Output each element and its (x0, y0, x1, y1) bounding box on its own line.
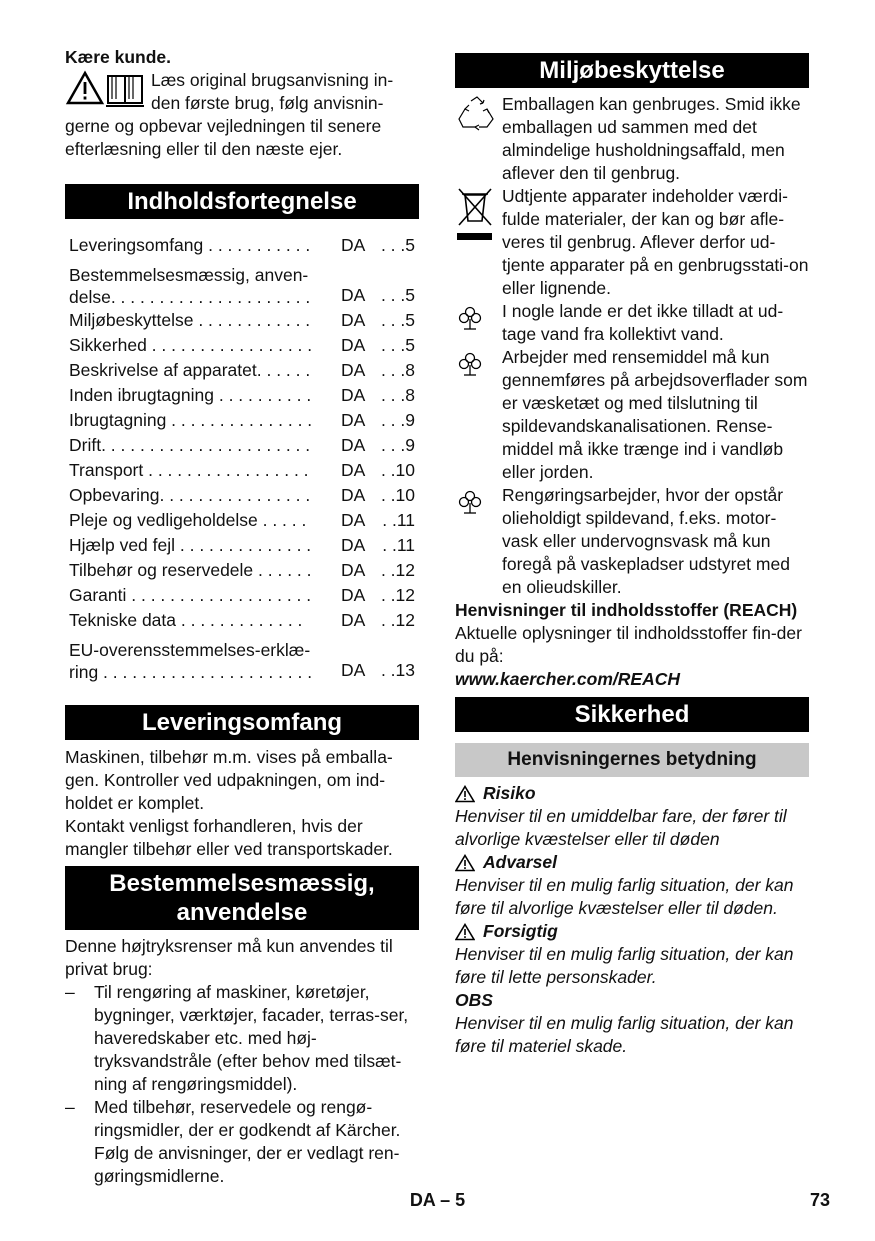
toc-entry[interactable] (69, 508, 415, 533)
toc-entry-lang: DA (341, 310, 366, 330)
toc-entry-title: Ibrugtagning . . . . . . . . . . . . . . . (69, 410, 313, 430)
toc-entry-title: Bestemmelsesmæssig, anven- delse. . . . . . . . . . . . . . . . . . . . . (69, 265, 311, 307)
toc-entry-title: Pleje og vedligeholdelse . . . . . (69, 510, 307, 530)
env-entry (455, 346, 809, 484)
hazard-text: Henviser til en mulig farlig situation, der kan føre til materiel skade. (455, 1013, 794, 1056)
intro-line-2: den første brug, følg anvisnin- (151, 93, 384, 113)
warning-icon (455, 854, 475, 872)
hazard-level (455, 920, 809, 989)
toc-entry[interactable] (69, 358, 415, 383)
toc-entry-page: . .10 (380, 460, 415, 480)
toc-entry-page: . . .8 (380, 385, 415, 405)
toc-entry-page: . . .5 (380, 310, 415, 330)
env-text: Emballagen kan genbruges. Smid ikke emballagen ud sammen med det almindelige husholdningsaffald, men aflever den til genbrug. (502, 94, 801, 183)
toc-entry-lang: DA (341, 560, 366, 580)
hazard-label: Forsigtig (483, 921, 558, 941)
reach-link[interactable]: www.kaercher.com/REACH (455, 669, 680, 689)
toc-entry-page: . . .8 (380, 360, 415, 380)
env-entry (455, 185, 809, 300)
intended-use-intro: Denne højtryksrenser må kun anvendes til privat brug: (65, 936, 393, 979)
env-entry (455, 93, 809, 185)
toc-entry-lang: DA (341, 660, 366, 680)
safety-subheading: Henvisningernes betydning (455, 743, 809, 777)
toc-entry-page: . .12 (380, 560, 415, 580)
toc-heading: Indholdsfortegnelse (65, 184, 419, 219)
footer-section: DA – 5 (409, 1190, 466, 1210)
toc-entry[interactable] (69, 633, 415, 683)
list-item-text: Med tilbehør, reservedele og rengø-ringsmidler, der er godkendt af Kärcher. Følg de anvisninger, der er vedlagt ren-gøringsmidlerne. (94, 1097, 401, 1186)
toc-entry-title: Transport . . . . . . . . . . . . . . . . . (69, 460, 309, 480)
clover-icon (455, 300, 502, 346)
hazard-label: OBS (455, 990, 493, 1010)
greeting: Kære kunde. (65, 47, 171, 67)
toc-entry-lang: DA (341, 585, 366, 605)
toc-entry[interactable] (69, 458, 415, 483)
toc-entry[interactable] (69, 233, 415, 258)
toc-entry-lang: DA (341, 460, 366, 480)
toc-entry-lang: DA (341, 235, 366, 255)
hazard-label: Advarsel (483, 852, 557, 872)
hazard-label: Risiko (483, 783, 536, 803)
env-text: Rengøringsarbejder, hvor der opstår olieholdigt spildevand, f.eks. motor-vask eller undervognsvask må kun foregå på vaskepladser udstyret med en olieudskiller. (502, 485, 790, 597)
toc-entry-lang: DA (341, 360, 366, 380)
hazard-level (455, 989, 809, 1058)
reach-text: Aktuelle oplysninger til indholdsstoffer fin-der du på: (455, 623, 802, 666)
toc-entry[interactable] (69, 308, 415, 333)
environment-heading: Miljøbeskyttelse (455, 53, 809, 88)
clover-icon (455, 484, 502, 599)
crossed-bin-icon (455, 185, 502, 300)
toc-entry-page: . .11 (382, 535, 415, 555)
toc-entry[interactable] (69, 333, 415, 358)
toc-entry-lang: DA (341, 535, 366, 555)
toc-entry-page: . . .5 (380, 285, 415, 305)
delivery-paragraph-2: Kontakt venligst forhandleren, hvis der mangler tilbehør eller ved transportskader. (65, 816, 393, 859)
intended-use-heading: Bestemmelsesmæssig, anvendelse (65, 866, 419, 930)
env-text: Arbejder med rensemiddel må kun gennemføres på arbejdsoverflader som er væsketæt og med tilslutning til spildevandskanalisationen. Rense-middel må ikke trænge ind i vandløb eller jorden. (502, 347, 808, 482)
toc-entry-title: Beskrivelse af apparatet. . . . . . (69, 360, 311, 380)
toc-entry-title: Drift. . . . . . . . . . . . . . . . . . . . . . (69, 435, 311, 455)
intro-line-1: Læs original brugsanvisning in- (151, 70, 394, 90)
toc-entry-lang: DA (341, 285, 366, 305)
toc-entry[interactable] (69, 583, 415, 608)
intro-continuation: gerne og opbevar vejledningen til senere efterlæsning eller til den næste ejer. (65, 116, 382, 159)
list-item-text: Til rengøring af maskiner, køretøjer, bygninger, værktøjer, facader, terras-ser, haveredskaber etc. med høj-tryksvandstråle (efter behov med tilsæt-ning af rengøringsmiddel). (94, 982, 409, 1094)
toc-entry-title: EU-overensstemmelses-erklæ- ring . . . . . . . . . . . . . . . . . . . . . . (69, 640, 313, 682)
reach-heading: Henvisninger til indholdsstoffer (REACH) (455, 600, 798, 620)
toc-entry-lang: DA (341, 435, 366, 455)
page-number: 73 (809, 1190, 830, 1210)
env-text: Udtjente apparater indeholder værdi-fulde materialer, der kan og bør afle-veres til genbrug. Aflever derfor ud-tjente apparater på en genbrugsstati-on eller lignende. (502, 186, 809, 298)
hazard-level (455, 782, 809, 851)
toc-entry-page: . . .5 (380, 335, 415, 355)
toc-entry-page: . . .9 (380, 435, 415, 455)
toc-entry-page: . .10 (380, 485, 415, 505)
hazard-text: Henviser til en mulig farlig situation, der kan føre til lette personskader. (455, 944, 794, 987)
toc-entry[interactable] (69, 558, 415, 583)
toc-entry[interactable] (69, 408, 415, 433)
list-item (65, 981, 419, 1096)
delivery-heading: Leveringsomfang (65, 705, 419, 740)
delivery-paragraph-1: Maskinen, tilbehør m.m. vises på emballa-gen. Kontroller ved udpakningen, om ind-holdet er komplet. (65, 747, 393, 813)
toc-entry-title: Inden ibrugtagning . . . . . . . . . . (69, 385, 312, 405)
toc-entry[interactable] (69, 433, 415, 458)
hazard-level (455, 851, 809, 920)
list-dash: – (65, 982, 75, 1002)
env-entry (455, 300, 809, 346)
toc-entry-page: . .13 (380, 660, 415, 680)
hazard-text: Henviser til en umiddelbar fare, der fører til alvorlige kvæstelser eller til døden (455, 806, 787, 849)
toc-entry-lang: DA (341, 410, 366, 430)
toc-entry-page: . .11 (382, 510, 415, 530)
left-column (65, 46, 419, 1188)
toc-entry-title: Hjælp ved fejl . . . . . . . . . . . . . . (69, 535, 312, 555)
clover-icon (455, 346, 502, 484)
toc-entry-title: Miljøbeskyttelse . . . . . . . . . . . . (69, 310, 311, 330)
intro-icons (65, 69, 151, 111)
env-text: I nogle lande er det ikke tilladt at ud-tage vand fra kollektivt vand. (502, 301, 784, 344)
safety-heading: Sikkerhed (455, 697, 809, 732)
env-entry (455, 484, 809, 599)
list-item (65, 1096, 419, 1188)
toc-entry-lang: DA (341, 610, 366, 630)
intro-block (65, 69, 419, 115)
toc-entry[interactable] (69, 608, 415, 633)
toc-entry-page: . . .9 (380, 410, 415, 430)
warning-icon (455, 785, 475, 803)
toc-entry-lang: DA (341, 510, 366, 530)
toc-entry-title: Opbevaring. . . . . . . . . . . . . . . . (69, 485, 311, 505)
toc-entry[interactable] (69, 483, 415, 508)
toc-entry-page: . .12 (380, 610, 415, 630)
toc-entry[interactable] (69, 258, 415, 308)
toc-entry-lang: DA (341, 485, 366, 505)
table-of-contents (69, 233, 415, 683)
toc-entry-title: Sikkerhed . . . . . . . . . . . . . . . . . (69, 335, 313, 355)
toc-entry-page: . .12 (380, 585, 415, 605)
toc-entry-title: Garanti . . . . . . . . . . . . . . . . . . . (69, 585, 312, 605)
warning-book-icon (65, 69, 151, 111)
toc-entry-page: . . .5 (380, 235, 415, 255)
toc-entry-title: Tekniske data . . . . . . . . . . . . . (69, 610, 303, 630)
toc-entry[interactable] (69, 533, 415, 558)
toc-entry-title: Leveringsomfang . . . . . . . . . . . (69, 235, 311, 255)
toc-entry-lang: DA (341, 335, 366, 355)
list-dash: – (65, 1097, 75, 1117)
recycle-icon (455, 93, 502, 185)
toc-entry-title: Tilbehør og reservedele . . . . . . (69, 560, 312, 580)
warning-icon (455, 923, 475, 941)
toc-entry-lang: DA (341, 385, 366, 405)
toc-entry[interactable] (69, 383, 415, 408)
hazard-text: Henviser til en mulig farlig situation, der kan føre til alvorlige kvæstelser eller til døden. (455, 875, 794, 918)
right-column (455, 53, 809, 1058)
